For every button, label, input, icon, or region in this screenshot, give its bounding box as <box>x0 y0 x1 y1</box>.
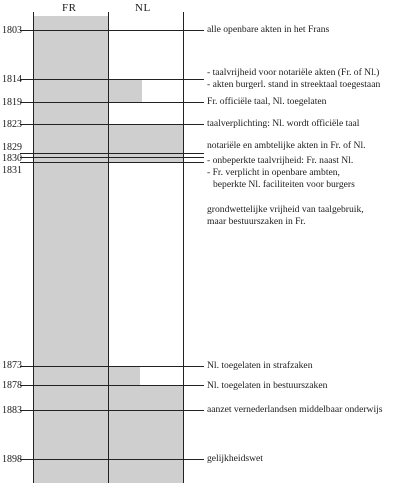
year-label-1819: 1819 <box>2 97 22 108</box>
year-label-1873: 1873 <box>2 360 22 371</box>
annotation-line: Fr. officiële taal, Nl. toegelaten <box>207 96 327 107</box>
annotation-1819 <box>207 96 326 108</box>
year-line-1831 <box>20 162 204 163</box>
annotation-1814 <box>207 67 380 91</box>
year-line-1814 <box>20 79 204 80</box>
year-label-1803: 1803 <box>2 25 22 36</box>
column-header-nl: NL <box>135 2 151 14</box>
year-line-1878 <box>20 385 204 386</box>
annotation-line: notariële en ambtelijke akten in Fr. of Nl. <box>207 140 366 151</box>
column-header-fr: FR <box>62 2 77 14</box>
annotation-line: grondwettelijke vrijheid van taalgebruik, <box>207 204 364 215</box>
year-label-1898: 1898 <box>2 454 22 465</box>
annotation-line: beperkte Nl. faciliteiten voor burgers <box>213 179 355 190</box>
column-divider <box>108 12 109 483</box>
nl-shade-1873 <box>108 366 140 385</box>
annotation-1878 <box>207 380 327 392</box>
year-line-1883 <box>20 410 204 411</box>
annotation-1873 <box>207 360 313 372</box>
nl-shade-1823 <box>108 124 183 154</box>
year-label-1829: 1829 <box>2 142 22 153</box>
year-line-1829 <box>20 153 204 154</box>
year-line-1819 <box>20 102 204 103</box>
year-line-1898 <box>20 459 204 460</box>
annotation-line: taalverplichting: Nl. wordt officiële taal <box>207 118 360 129</box>
annotation-1803 <box>207 24 329 36</box>
annotation-line: - akten burgerl. stand in streektaal toegestaan <box>207 79 381 90</box>
fr-left-border <box>33 12 34 483</box>
annotation-1830-1831 <box>207 155 355 191</box>
nl-right-border <box>183 12 184 483</box>
annotation-line: maar bestuurszaken in Fr. <box>207 216 306 227</box>
year-label-1831: 1831 <box>2 165 22 176</box>
annotation-1898 <box>207 453 263 465</box>
year-label-1823: 1823 <box>2 119 22 130</box>
year-line-1803 <box>20 30 204 31</box>
year-line-1873 <box>20 366 204 367</box>
annotation-1829 <box>207 140 366 152</box>
year-label-1878: 1878 <box>2 380 22 391</box>
annotation-1883 <box>207 404 383 416</box>
year-line-1830 <box>20 157 204 158</box>
annotation-grondwet <box>207 204 364 228</box>
year-label-1814: 1814 <box>2 74 22 85</box>
year-label-1883: 1883 <box>2 405 22 416</box>
annotation-1823 <box>207 118 359 130</box>
annotation-line: Nl. toegelaten in strafzaken <box>207 360 313 371</box>
fr-shade <box>33 16 108 483</box>
annotation-line: Nl. toegelaten in bestuurszaken <box>207 380 328 391</box>
annotation-line: gelijkheidswet <box>207 453 263 464</box>
annotation-line: alle openbare akten in het Frans <box>207 24 330 35</box>
year-label-1830: 1830 <box>2 153 22 164</box>
annotation-line: - taalvrijheid voor notariële akten (Fr. of Nl.) <box>207 67 380 78</box>
year-line-1823 <box>20 124 204 125</box>
annotation-line: - onbeperkte taalvrijheid: Fr. naast Nl. <box>207 155 354 166</box>
nl-shade-1814 <box>108 79 142 102</box>
annotation-line: aanzet vernederlandsen middelbaar onderwijs <box>207 404 383 415</box>
nl-shade-1878 <box>108 385 183 483</box>
annotation-line: - Fr. verplicht in openbare ambten, <box>207 167 340 178</box>
